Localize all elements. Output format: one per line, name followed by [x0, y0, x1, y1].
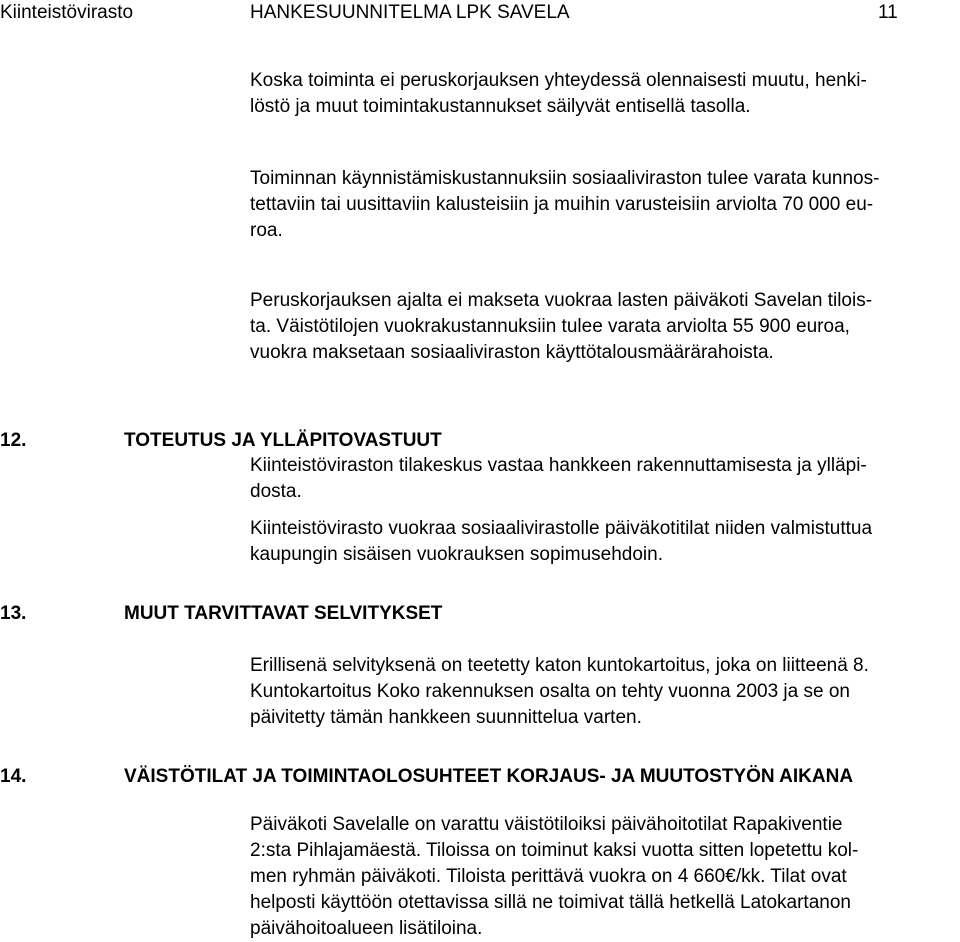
paragraph-internal-lease — [250, 516, 950, 568]
paragraph-temporary-premises — [250, 812, 950, 942]
section-number: 12. — [0, 430, 27, 451]
page-header — [0, 0, 960, 26]
text-line: Peruskorjauksen ajalta ei makseta vuokraa lasten päiväkoti Savelan tilois- — [250, 290, 873, 311]
section-number: 13. — [0, 603, 27, 624]
paragraph-rent — [250, 288, 950, 366]
section-title: TOTEUTUS JA YLLÄPITOVASTUUT — [124, 430, 442, 451]
text-line: Kiinteistövirasto vuokraa sosiaalivirastolle päiväkotitilat niiden valmistuttua — [250, 518, 873, 539]
text-line: kaupungin sisäisen vuokrauksen sopimusehdoin. — [250, 544, 663, 565]
section-heading-13 — [0, 601, 960, 627]
text-line: Päiväkoti Savelalle on varattu väistötiloiksi päivähoitotilat Rapakiventie — [250, 814, 843, 835]
text-line: Erillisenä selvityksenä on teetetty katon kuntokartoitus, joka on liitteenä 8. — [250, 655, 869, 676]
text-line: roa. — [250, 220, 283, 241]
paragraph-staff-costs — [250, 68, 950, 120]
text-line: päivähoitoalueen lisätiloina. — [250, 918, 483, 939]
paragraph-condition-surveys — [250, 653, 950, 731]
text-line: löstö ja muut toimintakustannukset säilyvät entisellä tasolla. — [250, 96, 751, 117]
text-line: men ryhmän päiväkoti. Tiloista perittävä vuokra on 4 660€/kk. Tilat ovat — [250, 866, 847, 887]
header-organization: Kiinteistövirasto — [0, 2, 134, 23]
section-title: VÄISTÖTILAT JA TOIMINTAOLOSUHTEET KORJAUS- JA MUUTOSTYÖN AIKANA — [124, 766, 854, 787]
text-line: 2:sta Pihlajamäestä. Tiloissa on toiminut kaksi vuotta sitten lopetettu kol- — [250, 840, 859, 861]
paragraph-maintenance-responsibility — [250, 453, 950, 505]
paragraph-startup-costs — [250, 166, 950, 244]
text-line: tettaviin tai uusittaviin kalusteisiin ja muihin varusteisiin arviolta 70 000 eu- — [250, 194, 874, 215]
text-line: Kuntokartoitus Koko rakennuksen osalta on tehty vuonna 2003 ja se on — [250, 681, 850, 702]
text-line: dosta. — [250, 481, 302, 502]
text-line: päivitetty tämän hankkeen suunnittelua varten. — [250, 707, 642, 728]
text-line: Koska toiminta ei peruskorjauksen yhteydessä olennaisesti muutu, henki- — [250, 70, 867, 91]
text-line: Toiminnan käynnistämiskustannuksiin sosiaaliviraston tulee varata kunnos- — [250, 168, 880, 189]
section-heading-14 — [0, 764, 960, 790]
text-line: ta. Väistötilojen vuokrakustannuksiin tulee varata arviolta 55 900 euroa, — [250, 316, 850, 337]
page-number: 11 — [878, 2, 898, 23]
text-line: Kiinteistöviraston tilakeskus vastaa hankkeen rakennuttamisesta ja ylläpi- — [250, 455, 867, 476]
section-number: 14. — [0, 766, 27, 787]
header-document-title: HANKESUUNNITELMA LPK SAVELA — [250, 2, 570, 23]
text-line: vuokra maksetaan sosiaaliviraston käyttötalousmäärärahoista. — [250, 342, 774, 363]
section-heading-12 — [0, 428, 960, 454]
section-title: MUUT TARVITTAVAT SELVITYKSET — [124, 603, 443, 624]
text-line: helposti käyttöön otettavissa sillä ne toimivat tällä hetkellä Latokartanon — [250, 892, 851, 913]
